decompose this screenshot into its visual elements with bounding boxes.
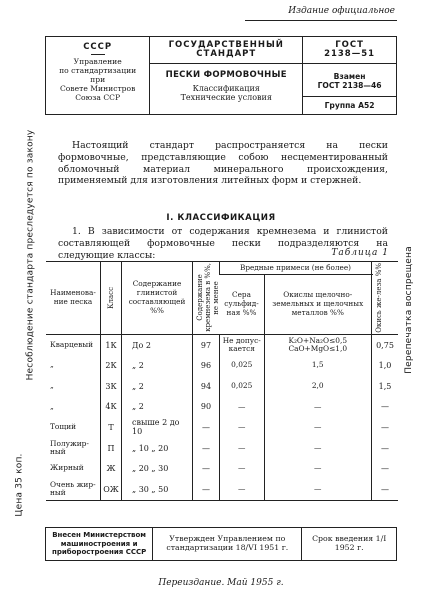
cell-silica: 97 [193, 334, 220, 355]
table-row [46, 438, 398, 459]
cell-iron-oxide: — [372, 458, 399, 479]
footer-table [45, 527, 397, 561]
th-class: Класс [101, 262, 122, 335]
table-row [46, 458, 398, 479]
cell-sand-name: Кварцевый [50, 339, 94, 349]
gost-number: 2138—51 [324, 49, 376, 59]
side-reprint-forbidden: Перепечатка воспрещена [403, 246, 414, 374]
group-code: Группа А52 [324, 101, 375, 110]
doc-title: ПЕСКИ ФОРМОВОЧНЫЕ [165, 70, 287, 80]
reprint-note: Переиздание. Май 1955 г. [158, 578, 284, 588]
cell-class: Т [101, 417, 122, 438]
cell-silica: — [193, 417, 220, 438]
header-admin-2: по стандартизации [59, 66, 137, 75]
cell-class: П [101, 438, 122, 459]
th-name: Наименова-ние песка [46, 262, 101, 335]
cell-class: 3К [101, 376, 122, 397]
table-row [46, 355, 398, 376]
header-state-standard: ГОСУДАРСТВЕННЫЙ СТАНДАРТ [150, 37, 302, 64]
cell-silica: — [193, 479, 220, 500]
cell-sand-name: Очень жир-ный [50, 479, 96, 498]
replaces-gost: ГОСТ 2138—46 [317, 81, 382, 90]
edition-note: Издание официальное [288, 6, 395, 16]
cell-oxides: K₂O+Na₂O≤0,5 CaO+MgO≤1,0 [264, 334, 372, 355]
table-row [46, 417, 398, 438]
header-ussr: СССР [83, 42, 113, 52]
header-center-cell [150, 37, 303, 115]
th-silica: Содержание кремнезема в %%, не менее [193, 262, 220, 335]
cell-oxides: — [264, 438, 372, 459]
cell-iron-oxide: — [372, 397, 399, 418]
header-admin-1: Управление [73, 57, 122, 66]
cell-clay-content: „ 20 „ 30 [122, 458, 193, 479]
cell-class: ОЖ [101, 479, 122, 500]
side-price: Цена 35 коп. [14, 453, 25, 517]
table-row [46, 479, 398, 500]
cell-clay-content: „ 2 [122, 397, 193, 418]
cell-class: 2К [101, 355, 122, 376]
table-label: Таблица 1 [331, 248, 389, 258]
cell-sulfur: — [220, 438, 265, 459]
clause-1: 1. В зависимости от содержания кремнезема и глинистой составляющей формовочные пески подразделяются на следующие классы: [58, 226, 388, 261]
gost-label: ГОСТ [335, 40, 364, 50]
cell-clay-content: „ 30 „ 50 [122, 479, 193, 500]
header-admin-5: Союза ССР [75, 93, 121, 102]
doc-subtitle-2: Технические условия [180, 93, 272, 102]
header-left-cell [46, 37, 150, 115]
cell-clay-content: „ 10 „ 20 [122, 438, 193, 459]
table-row [46, 334, 398, 355]
cell-sand-name: „ [50, 381, 54, 391]
cell-sulfur: — [220, 479, 265, 500]
cell-oxides: — [264, 458, 372, 479]
cell-sand-name: „ [50, 401, 54, 411]
cell-silica: 90 [193, 397, 220, 418]
cell-silica: 96 [193, 355, 220, 376]
th-iron: Окись же-леза %% [372, 262, 399, 335]
cell-iron-oxide: — [372, 479, 399, 500]
cell-clay-content: „ 2 [122, 355, 193, 376]
cell-clay-content: свыше 2 до 10 [122, 417, 193, 438]
cell-sand-name: Жирный [50, 463, 84, 473]
table-row [46, 376, 398, 397]
cell-iron-oxide: 0,75 [372, 334, 399, 355]
header-table [45, 36, 397, 115]
cell-oxides: — [264, 479, 372, 500]
cell-iron-oxide: 1,5 [372, 376, 399, 397]
top-rule [245, 20, 397, 21]
cell-sand-name: Полужир-ный [50, 438, 89, 457]
cell-clay-content: До 2 [122, 334, 193, 355]
cell-iron-oxide: 1,0 [372, 355, 399, 376]
cell-sulfur: — [220, 458, 265, 479]
header-gost-cell [303, 37, 397, 97]
cell-class: 1К [101, 334, 122, 355]
cell-silica: — [193, 438, 220, 459]
side-law-notice: Несоблюдение стандарта преследуется по закону [25, 129, 36, 381]
section-title: I. КЛАССИФИКАЦИЯ [166, 213, 276, 223]
cell-oxides: — [264, 417, 372, 438]
cell-sulfur: 0,025 [220, 376, 265, 397]
cell-sand-name: Тощий [50, 422, 77, 432]
cell-iron-oxide: — [372, 417, 399, 438]
th-alkali: Окислы щелочно-земельных и щелочных металлов %% [264, 275, 372, 335]
cell-class: 4К [101, 397, 122, 418]
intro-paragraph: Настоящий стандарт распространяется на пески формовочные, представляющие собою несцементированный обломочный материал минерального происхождения, применяемый для изготовления литейных форм и стержней. [58, 140, 388, 187]
cell-silica: 94 [193, 376, 220, 397]
header-admin-4: Совете Министров [59, 84, 136, 93]
th-clay: Содержание глинистой составляющей %% [122, 262, 193, 335]
cell-sulfur: — [220, 397, 265, 418]
table-row [46, 397, 398, 418]
cell-oxides: 1,5 [264, 355, 372, 376]
footer-introduced: Внесен Министерством машиностроения и приборостроения СССР [46, 528, 153, 561]
cell-oxides: 2,0 [264, 376, 372, 397]
cell-oxides: — [264, 397, 372, 418]
cell-silica: — [193, 458, 220, 479]
header-admin-3: при [90, 75, 106, 84]
cell-sulfur: — [220, 417, 265, 438]
th-sulfur: Сера сульфид-ная %% [220, 275, 265, 335]
th-harmful: Вредные примеси (не более) [220, 262, 372, 275]
replaces-label: Взамен [333, 72, 366, 81]
cell-clay-content: „ 2 [122, 376, 193, 397]
cell-sand-name: „ [50, 360, 54, 370]
footer-effective-date: Срок введения 1/I 1952 г. [302, 528, 397, 561]
header-group-cell [303, 97, 397, 115]
cell-class: Ж [101, 458, 122, 479]
classification-table [46, 261, 398, 501]
cell-sulfur: 0,025 [220, 355, 265, 376]
cell-iron-oxide: — [372, 438, 399, 459]
footer-approved: Утвержден Управлением по стандартизации 18/VI 1951 г. [153, 528, 302, 561]
cell-sulfur: Не допус-кается [220, 334, 265, 355]
doc-subtitle-1: Классификация [192, 84, 260, 93]
